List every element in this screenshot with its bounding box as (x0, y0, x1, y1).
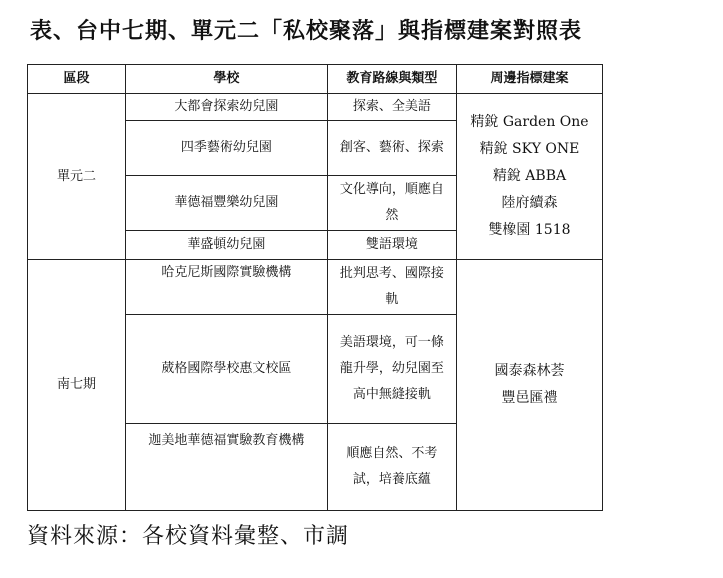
school-cell: 華德福豐樂幼兒園 (126, 176, 328, 231)
case-item: 陸府續森 (501, 195, 558, 211)
school-cell: 華盛頓幼兒園 (126, 231, 328, 260)
school-cell: 哈克尼斯國際實驗機構 (126, 260, 328, 315)
header-school: 學校 (126, 65, 328, 94)
case-item: 精銳 ABBA (492, 168, 567, 184)
header-area: 區段 (28, 65, 126, 94)
case-item: 雙橡園 1518 (488, 222, 571, 238)
route-cell: 文化導向，順應自然 (327, 176, 456, 231)
table-header-row (28, 65, 603, 94)
route-cell: 批判思考、國際接軌 (327, 260, 456, 315)
case-item: 精銳 Garden One (470, 114, 589, 130)
school-cell: 迦美地華德福實驗教育機構 (126, 424, 328, 511)
school-cell: 四季藝術幼兒園 (126, 121, 328, 176)
area-cell: 單元二 (28, 94, 126, 260)
route-cell: 創客、藝術、探索 (327, 121, 456, 176)
school-cell: 葳格國際學校惠文校區 (126, 315, 328, 424)
cases-cell (456, 260, 602, 511)
route-cell: 雙語環境 (327, 231, 456, 260)
case-item: 國泰森林荟 (494, 363, 565, 379)
school-cell: 大都會探索幼兒園 (126, 94, 328, 121)
page-title: 表、台中七期、單元二「私校聚落」與指標建案對照表 (30, 18, 583, 44)
route-cell: 探索、全美語 (327, 94, 456, 121)
table-row (28, 94, 603, 121)
route-cell: 順應自然、不考試，培養底蘊 (327, 424, 456, 511)
header-route: 教育路線與類型 (327, 65, 456, 94)
header-cases: 周邊指標建案 (456, 65, 602, 94)
case-item: 精銳 SKY ONE (479, 141, 580, 157)
route-cell: 美語環境，可一條龍升學，幼兒園至高中無縫接軌 (327, 315, 456, 424)
area-cell: 南七期 (28, 260, 126, 511)
comparison-table (27, 64, 603, 511)
table-row (28, 260, 603, 315)
cases-cell (456, 94, 602, 260)
case-item: 豐邑匯禮 (501, 390, 558, 406)
source-note: 資料來源：各校資料彙整、市調 (27, 524, 350, 549)
